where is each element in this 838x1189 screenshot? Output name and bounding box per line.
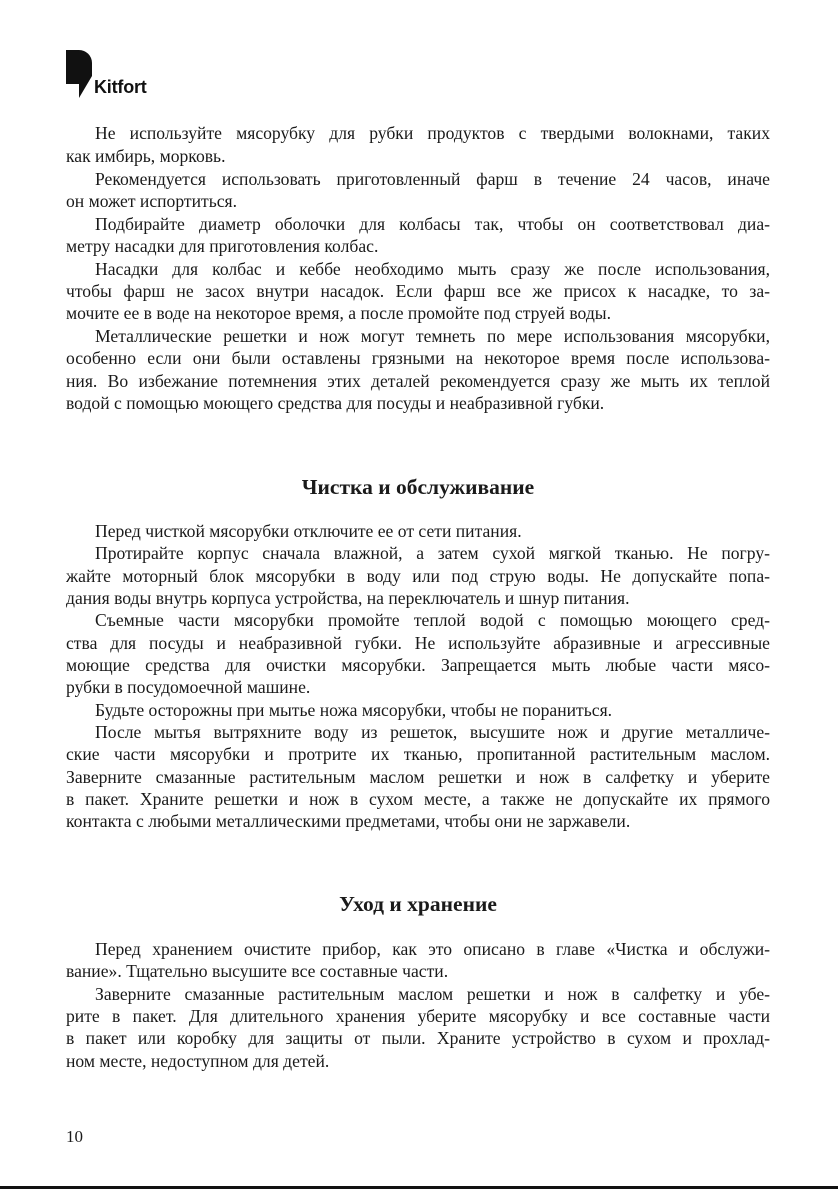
text-line: Протирайте корпус сначала влажной, а затем сухой мягкой тканью. Не погру- bbox=[95, 543, 770, 563]
text-line: Будьте осторожны при мытье ножа мясорубки, чтобы не пораниться. bbox=[95, 700, 613, 720]
text-line: в пакет. Храните решетки и нож в сухом месте, а также не допускайте их прямого bbox=[66, 789, 770, 809]
text-line: ния. Во избежание потемнения этих деталей рекомендуется сразу же мыть их теплой bbox=[66, 371, 770, 391]
kitfort-logo-icon bbox=[66, 50, 92, 98]
text-line: Не используйте мясорубку для рубки продуктов с твердыми волокнами, таких bbox=[95, 123, 770, 143]
text-line: Перед чисткой мясорубки отключите ее от сети питания. bbox=[95, 521, 522, 541]
text-line: После мытья вытряхните воду из решеток, высушите нож и другие металличе- bbox=[95, 722, 770, 742]
text-line: Металлические решетки и нож могут темнеть по мере использования мясорубки, bbox=[95, 326, 770, 346]
text-line: моющие средства для очистки мясорубки. Запрещается мыть любые части мясо- bbox=[66, 655, 770, 675]
brand-name: Kitfort bbox=[94, 77, 147, 97]
section-title-cleaning: Чистка и обслуживание bbox=[301, 475, 535, 499]
text-line: рите в пакет. Для длительного хранения уберите мясорубку и все составные части bbox=[66, 1006, 770, 1026]
page-number: 10 bbox=[66, 1127, 83, 1146]
text-line: он может испортиться. bbox=[66, 191, 238, 211]
text-line: рубки в посудомоечной машине. bbox=[66, 677, 311, 697]
text-line: водой с помощью моющего средства для посуды и неабразивной губки. bbox=[66, 393, 605, 413]
text-line: мочите ее в воде на некоторое время, а после промойте под струей воды. bbox=[66, 303, 612, 323]
text-line: ства для посуды и неабразивной губки. Не используйте абразивные и агрессивные bbox=[66, 633, 770, 653]
text-line: Перед хранением очистите прибор, как это описано в главе «Чистка и обслужи- bbox=[95, 939, 770, 959]
text-line: Рекомендуется использовать приготовленный фарш в течение 24 часов, иначе bbox=[95, 169, 770, 189]
text-line: Заверните смазанные растительным маслом решетки и нож в салфетку и уберите bbox=[66, 767, 770, 787]
text-line: ские части мясорубки и протрите их тканью, пропитанной растительным маслом. bbox=[66, 744, 770, 764]
text-line: Насадки для колбас и кеббе необходимо мыть сразу же после использования, bbox=[95, 259, 770, 279]
text-line: ном месте, недоступном для детей. bbox=[66, 1051, 330, 1071]
text-line: как имбирь, морковь. bbox=[66, 146, 226, 166]
section-title-storage: Уход и хранение bbox=[339, 892, 497, 916]
text-line: жайте моторный блок мясорубки в воду или под струю воды. Не допускайте попа- bbox=[66, 566, 770, 586]
text-line: метру насадки для приготовления колбас. bbox=[66, 236, 379, 256]
text-line: чтобы фарш не засох внутри насадок. Если фарш все же присох к насадке, то за- bbox=[66, 281, 770, 301]
text-line: контакта с любыми металлическими предметами, чтобы они не заржавели. bbox=[66, 811, 631, 831]
text-line: в пакет или коробку для защиты от пыли. Храните устройство в сухом и прохлад- bbox=[66, 1028, 770, 1048]
text-line: Заверните смазанные растительным маслом решетки и нож в салфетку и убе- bbox=[95, 984, 770, 1004]
text-line: дания воды внутрь корпуса устройства, на переключатель и шнур питания. bbox=[66, 588, 630, 608]
text-line: Подбирайте диаметр оболочки для колбасы так, чтобы он соответствовал диа- bbox=[95, 214, 770, 234]
text-line: особенно если они были оставлены грязными на некоторое время после использова- bbox=[66, 348, 770, 368]
text-line: Съемные части мясорубки промойте теплой водой с помощью моющего сред- bbox=[95, 610, 770, 630]
brand-logo bbox=[66, 50, 166, 102]
text-line: вание». Тщательно высушите все составные части. bbox=[66, 961, 449, 981]
